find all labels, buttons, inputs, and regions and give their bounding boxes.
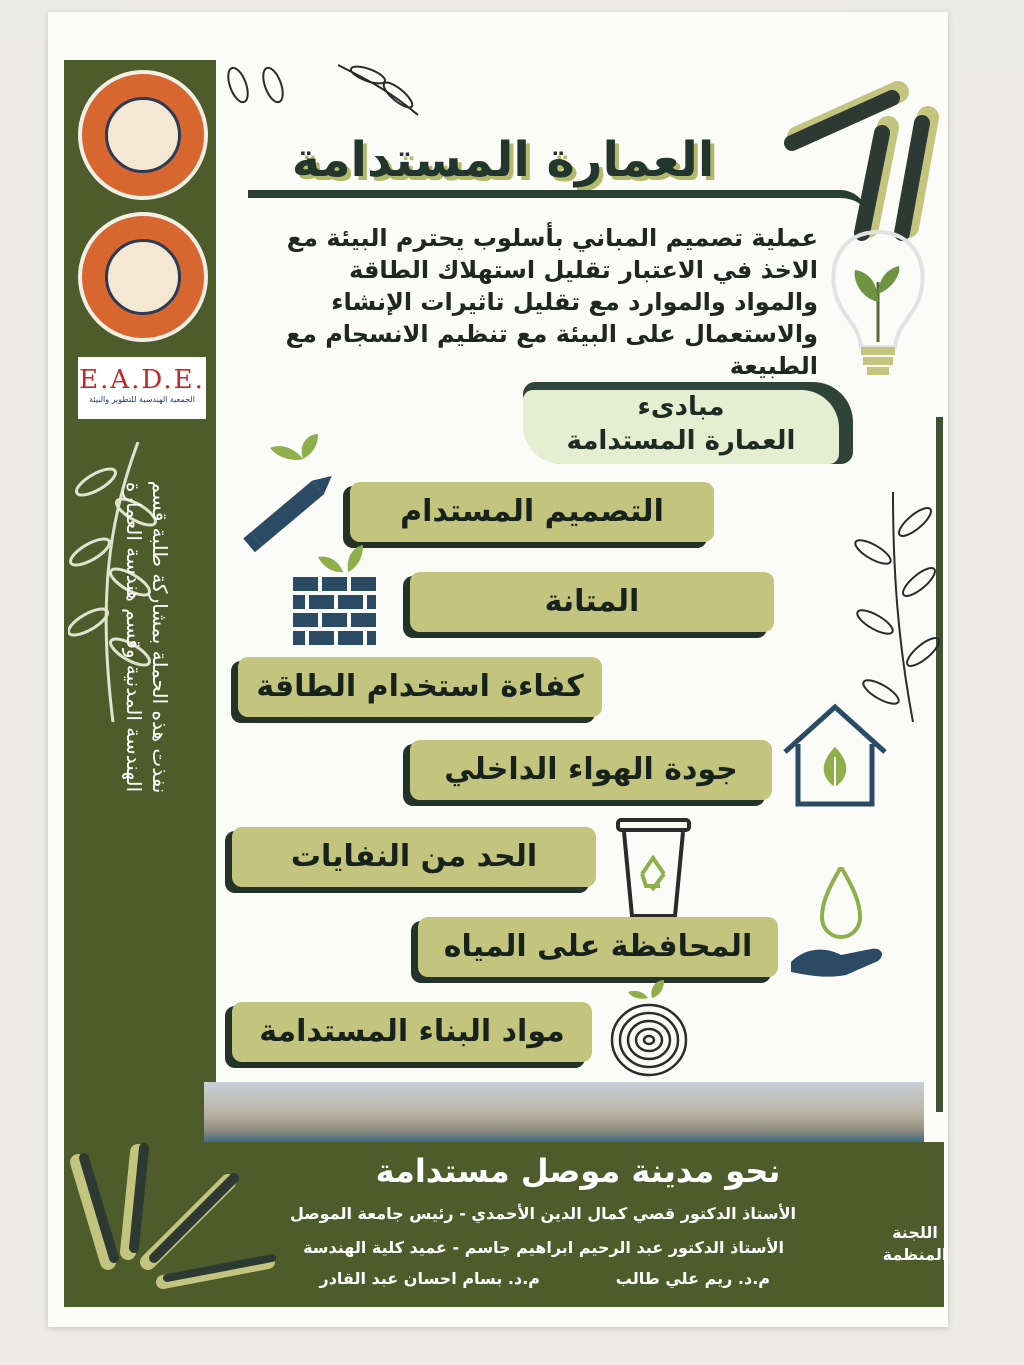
principle-label: التصميم المستدام [350, 482, 714, 542]
poster-title: العمارة المستدامة [291, 132, 715, 188]
principle-item [232, 1002, 592, 1062]
principles-heading [523, 382, 853, 464]
principle-label: جودة الهواء الداخلي [410, 740, 772, 800]
slogan: نحو مدينة موصل مستدامة [375, 1152, 781, 1190]
principle-label: المحافظة على المياه [418, 917, 778, 977]
university-of-mosul-logo [78, 70, 208, 200]
principle-label: مواد البناء المستدامة [232, 1002, 592, 1062]
credit-line: الأستاذ الدكتور عبد الرحيم ابراهيم جاسم - عميد كلية الهندسة [303, 1238, 784, 1257]
eade-logo [78, 357, 206, 419]
water-hand-icon [786, 867, 896, 987]
pencil-icon [238, 434, 338, 554]
principle-label: المتانة [410, 572, 774, 632]
bottom-left-palm-icon [68, 1142, 308, 1307]
principle-item [410, 740, 772, 800]
principle-label: كفاءة استخدام الطاقة [238, 657, 602, 717]
side-campaign-text: نفذت هذه الحملة بمشاركة طلبة قسم الهندسة المدنية وقسم هندسة العمارة [122, 480, 172, 794]
lightbulb-icon [823, 222, 933, 392]
principle-item [232, 827, 596, 887]
poster [48, 12, 948, 1327]
principle-label: الحد من النفايات [232, 827, 596, 887]
principle-item [410, 572, 774, 632]
principle-item [418, 917, 778, 977]
intro-paragraph: عملية تصميم المباني بأسلوب يحترم البيئة مع الاخذ في الاعتبار تقليل استهلاك الطاقة والمواد والموارد مع تقليل تاثيرات الإنشاء والاستعمال على البيئة مع تنظيم الانسجام مع الطبيعة [285, 224, 818, 380]
principles-heading-line1: مبادىء [637, 392, 725, 422]
house-leaf-icon [780, 702, 890, 812]
college-of-engineering-logo [78, 212, 208, 342]
eade-tagline: الجمعية الهندسية للتطوير والبيئة [89, 395, 195, 404]
principle-item [238, 657, 602, 717]
principles-heading-line2: العمارة المستدامة [566, 426, 796, 456]
credit-line: الأستاذ الدكتور قصي كمال الدين الأحمدي - رئيس جامعة الموصل [289, 1204, 796, 1223]
recycle-bin-icon [616, 812, 691, 922]
title-underline [248, 190, 868, 218]
eade-letters: E.A.D.E. [79, 365, 205, 395]
top-leaves-icon [218, 60, 448, 120]
credit-line: م.د. ريم علي طالب [615, 1269, 770, 1288]
principle-item [350, 482, 714, 542]
brick-wall-icon [288, 537, 383, 655]
tree-rings-icon [604, 980, 694, 1080]
credit-line: م.د. بسام احسان عبد القادر [319, 1269, 540, 1288]
organizing-committee-label: اللجنة المنظمة [882, 1223, 948, 1264]
right-branch-icon [853, 492, 943, 722]
